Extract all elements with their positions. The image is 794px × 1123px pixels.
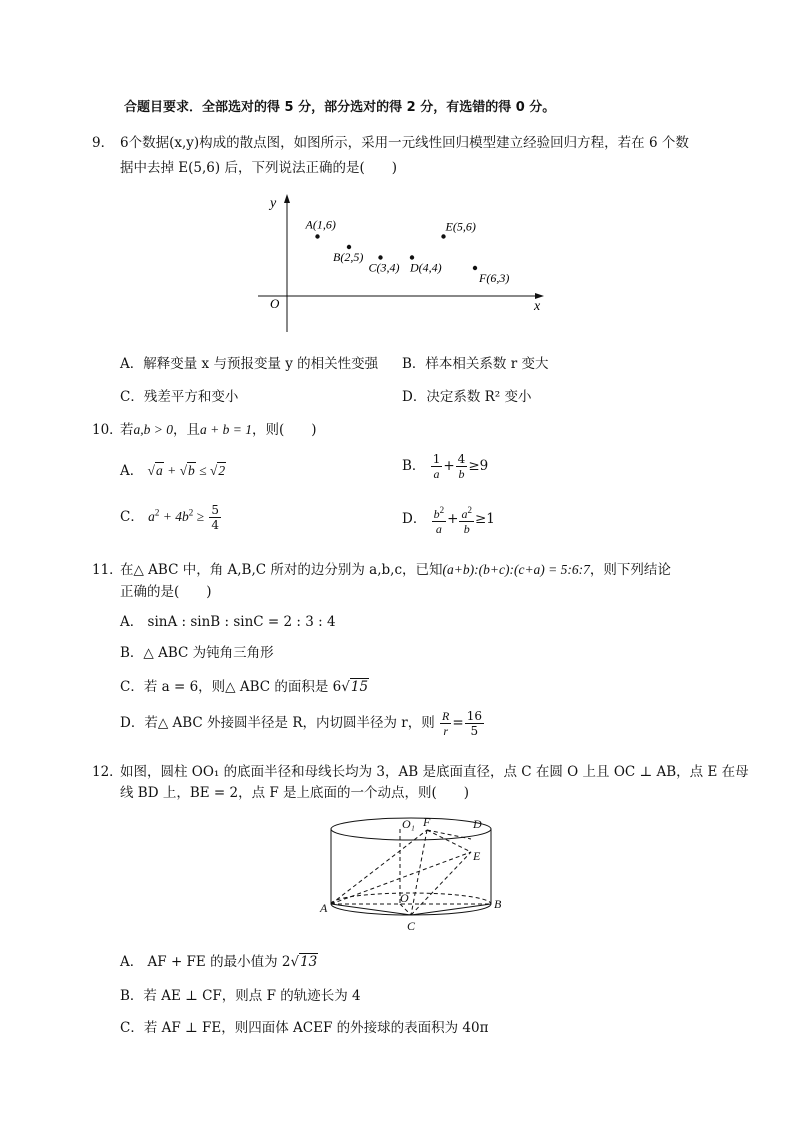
q9-option-a: A．解释变量 x 与预报变量 y 的相关性变强 bbox=[120, 356, 379, 372]
q10-option-d: D． $\frac{b^2}{a}$ + $\frac{a^2}{b}$ ≥1 bbox=[402, 505, 495, 536]
scatter-point-4 bbox=[410, 255, 414, 259]
label-c: C bbox=[407, 919, 416, 933]
q10-option-c: C． $a^2 + 4b^2$ ≥ $\frac{5}{4}$ bbox=[120, 503, 219, 532]
q9-option-c: C．残差平方和变小 bbox=[120, 389, 239, 405]
q12-stem-line1: 如图，圆柱 OO₁ 的底面半径和母线长均为 3，AB 是底面直径，点 C 在圆 O 上且 OC ⊥ AB，点 E 在母 bbox=[120, 764, 749, 780]
scatter-point-1 bbox=[315, 234, 319, 238]
q12-option-b: B．若 AE ⊥ CF，则点 F 的轨迹长为 4 bbox=[120, 988, 361, 1004]
scatter-point-6 bbox=[473, 266, 477, 270]
q11-option-a: A． sinA : sinB : sinC = 2 : 3 : 4 bbox=[120, 614, 336, 630]
q11-option-c: C．若 a = 6，则△ ABC 的面积是 6√15 bbox=[120, 679, 369, 695]
q12-number: 12． bbox=[92, 764, 123, 780]
q11-number: 11． bbox=[92, 562, 123, 578]
q12-stem-line2: 线 BD 上，BE = 2，点 F 是上底面的一个动点，则( ) bbox=[120, 785, 470, 801]
q9-option-b: B．样本相关系数 r 变大 bbox=[402, 356, 549, 372]
scatter-label-6: F(6,3) bbox=[479, 271, 510, 285]
label-a: A bbox=[320, 901, 328, 915]
label-f: F bbox=[423, 815, 431, 829]
y-axis-arrow bbox=[284, 194, 290, 203]
scatter-label-4: D(4,4) bbox=[410, 260, 442, 275]
q9-scatter-plot bbox=[250, 190, 550, 338]
scatter-point-5 bbox=[441, 234, 445, 238]
origin-label: O bbox=[270, 296, 280, 311]
q10-option-a: A． √a + √b ≤ √2 bbox=[120, 463, 226, 479]
q10-number: 10． bbox=[92, 422, 123, 438]
q9-stem-line2: 据中去掉 E(5,6) 后，下列说法正确的是( ) bbox=[120, 160, 397, 176]
q11-stem-line1: 在△ ABC 中，角 A,B,C 所对的边分别为 a,b,c，已知(a+b):(b+c):(c+a) = 5:6:7，则下列结论 bbox=[120, 562, 671, 578]
y-axis-label: y bbox=[270, 196, 277, 211]
q9-number: 9． bbox=[92, 135, 115, 151]
label-o: O bbox=[400, 891, 409, 905]
q11-option-b: B．△ ABC 为钝角三角形 bbox=[120, 645, 274, 661]
q12-option-a: A． AF + FE 的最小值为 2√13 bbox=[120, 954, 318, 970]
x-axis-label: x bbox=[534, 299, 541, 314]
scatter-point-2 bbox=[347, 245, 351, 249]
q12-option-c: C．若 AF ⊥ FE，则四面体 ACEF 的外接球的表面积为 40π bbox=[120, 1020, 489, 1036]
q10-stem: 若a,b > 0，且a + b = 1，则( ) bbox=[120, 422, 317, 438]
scatter-point-3 bbox=[378, 255, 382, 259]
section-intro: 合题目要求．全部选对的得 5 分，部分选对的得 2 分，有选错的得 0 分。 bbox=[124, 100, 556, 115]
scatter-label-2: B(2,5) bbox=[333, 250, 364, 264]
q11-option-d: D．若△ ABC 外接圆半径是 R，内切圆半径为 r，则 $\frac{R}{r}$ = $\frac{16}{5}$ bbox=[120, 709, 482, 738]
q12-cylinder-figure bbox=[310, 808, 500, 936]
label-e: E bbox=[473, 849, 481, 863]
label-o1: O₁ bbox=[402, 817, 415, 831]
q10-option-b: B． $\frac{1}{a}$ + $\frac{4}{b}$ ≥9 bbox=[402, 452, 489, 481]
label-d: D bbox=[473, 817, 482, 831]
q9-option-d: D．决定系数 R² 变小 bbox=[402, 389, 532, 405]
label-b: B bbox=[494, 897, 502, 911]
scatter-label-5: E(5,6) bbox=[445, 219, 476, 234]
scatter-label-3: C(3,4) bbox=[368, 260, 400, 275]
q9-stem-line1: 6个数据(x,y)构成的散点图，如图所示，采用一元线性回归模型建立经验回归方程，若在 6 个数 bbox=[120, 135, 689, 151]
scatter-label-1: A(1,6) bbox=[305, 217, 336, 232]
q11-stem-line2: 正确的是( ) bbox=[120, 584, 212, 600]
